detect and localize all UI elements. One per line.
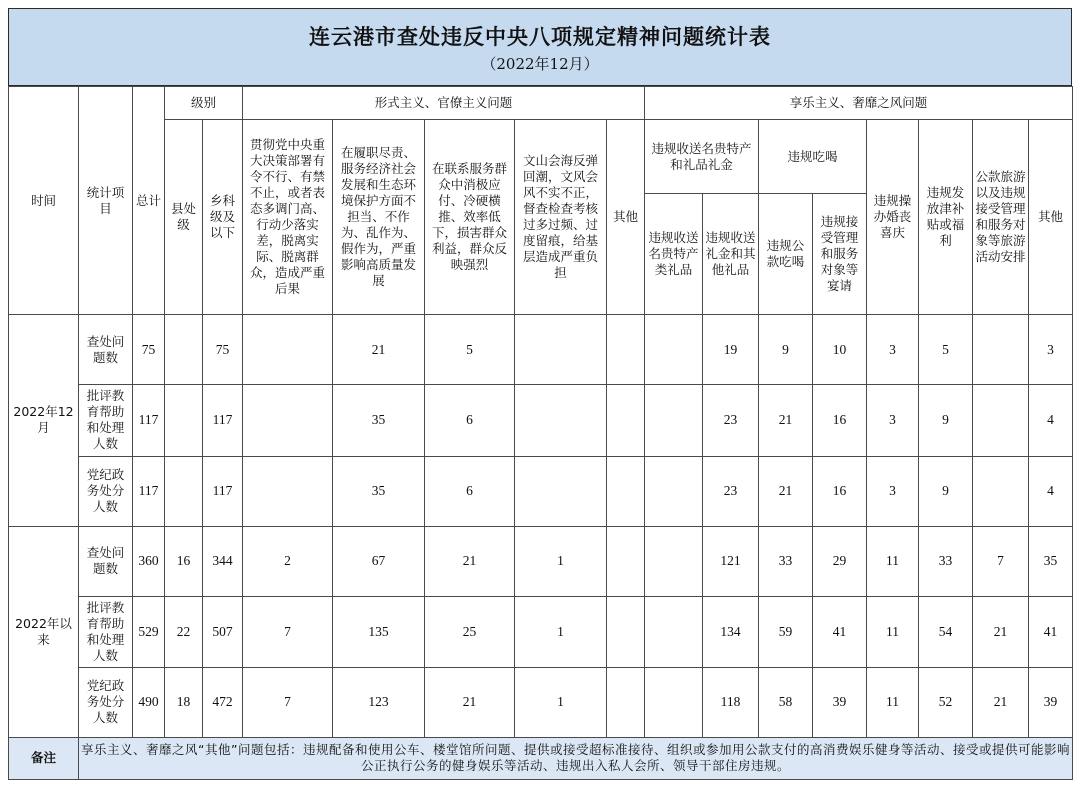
row-item-label: 查处问题数 bbox=[79, 526, 133, 596]
statistics-table bbox=[8, 86, 1073, 780]
cell-f2: 67 bbox=[333, 526, 425, 596]
cell-h1 bbox=[645, 456, 703, 526]
header-h5: 违规操办婚丧喜庆 bbox=[867, 120, 919, 315]
header-h7: 公款旅游以及违规接受管理和服务对象等旅游活动安排 bbox=[973, 120, 1029, 315]
cell-h2: 134 bbox=[703, 596, 759, 667]
cell-h6: 54 bbox=[919, 596, 973, 667]
cell-total: 117 bbox=[133, 456, 165, 526]
header-time: 时间 bbox=[9, 87, 79, 315]
header-formalism: 形式主义、官僚主义问题 bbox=[243, 87, 645, 120]
cell-h3: 9 bbox=[759, 315, 813, 385]
cell-f-other bbox=[607, 596, 645, 667]
header-f4: 文山会海反弹回潮，文风会风不实不正，督查检查考核过多过频、过度留痕，给基层造成严重负担 bbox=[515, 120, 607, 315]
cell-f1: 7 bbox=[243, 667, 333, 737]
cell-h6: 5 bbox=[919, 315, 973, 385]
cell-h-other: 41 bbox=[1029, 596, 1073, 667]
cell-h-other: 4 bbox=[1029, 385, 1073, 456]
row-item-label: 党纪政务处分人数 bbox=[79, 456, 133, 526]
header-f-other: 其他 bbox=[607, 120, 645, 315]
cell-f1 bbox=[243, 315, 333, 385]
cell-h4: 39 bbox=[813, 667, 867, 737]
cell-h1 bbox=[645, 315, 703, 385]
cell-f3: 5 bbox=[425, 315, 515, 385]
page-title: 连云港市查处违反中央八项规定精神问题统计表 bbox=[309, 24, 771, 49]
cell-h-other: 39 bbox=[1029, 667, 1073, 737]
cell-h5: 3 bbox=[867, 315, 919, 385]
cell-h-other: 35 bbox=[1029, 526, 1073, 596]
cell-f3: 6 bbox=[425, 385, 515, 456]
header-f2: 在履职尽责、服务经济社会发展和生态环境保护方面不担当、不作为、乱作为、假作为，严重影响高质量发展 bbox=[333, 120, 425, 315]
cell-h2: 118 bbox=[703, 667, 759, 737]
cell-f3: 25 bbox=[425, 596, 515, 667]
table-row bbox=[9, 667, 1073, 737]
cell-township: 117 bbox=[203, 385, 243, 456]
cell-f2: 35 bbox=[333, 385, 425, 456]
header-county: 县处级 bbox=[165, 120, 203, 315]
cell-h-other: 3 bbox=[1029, 315, 1073, 385]
cell-h6: 9 bbox=[919, 456, 973, 526]
cell-f2: 35 bbox=[333, 456, 425, 526]
header-h1: 违规收送名贵特产类礼品 bbox=[645, 194, 703, 315]
cell-township: 117 bbox=[203, 456, 243, 526]
header-eat-group: 违规吃喝 bbox=[759, 120, 867, 194]
cell-h1 bbox=[645, 667, 703, 737]
cell-f-other bbox=[607, 385, 645, 456]
cell-f4: 1 bbox=[515, 596, 607, 667]
cell-f3: 6 bbox=[425, 456, 515, 526]
cell-township: 507 bbox=[203, 596, 243, 667]
cell-h3: 33 bbox=[759, 526, 813, 596]
cell-total: 360 bbox=[133, 526, 165, 596]
row-item-label: 党纪政务处分人数 bbox=[79, 667, 133, 737]
header-item: 统计项目 bbox=[79, 87, 133, 315]
title-banner bbox=[8, 8, 1072, 86]
period-label: 2022年以来 bbox=[9, 526, 79, 737]
cell-h5: 3 bbox=[867, 385, 919, 456]
header-total: 总计 bbox=[133, 87, 165, 315]
row-item-label: 批评教育帮助和处理人数 bbox=[79, 596, 133, 667]
cell-f2: 135 bbox=[333, 596, 425, 667]
row-item-label: 批评教育帮助和处理人数 bbox=[79, 385, 133, 456]
cell-h7 bbox=[973, 456, 1029, 526]
cell-h5: 11 bbox=[867, 526, 919, 596]
cell-f3: 21 bbox=[425, 667, 515, 737]
cell-h1 bbox=[645, 385, 703, 456]
cell-total: 529 bbox=[133, 596, 165, 667]
header-h4: 违规接受管理和服务对象等宴请 bbox=[813, 194, 867, 315]
cell-h4: 29 bbox=[813, 526, 867, 596]
cell-total: 490 bbox=[133, 667, 165, 737]
cell-h2: 19 bbox=[703, 315, 759, 385]
cell-h7: 7 bbox=[973, 526, 1029, 596]
cell-f-other bbox=[607, 456, 645, 526]
cell-h3: 59 bbox=[759, 596, 813, 667]
cell-h3: 21 bbox=[759, 385, 813, 456]
header-f1: 贯彻党中央重大决策部署有令不行、有禁不止，或者表态多调门高、行动少落实差，脱离实际、脱离群众，造成严重后果 bbox=[243, 120, 333, 315]
cell-township: 75 bbox=[203, 315, 243, 385]
table-row bbox=[9, 315, 1073, 385]
cell-h3: 21 bbox=[759, 456, 813, 526]
cell-h6: 52 bbox=[919, 667, 973, 737]
cell-county bbox=[165, 315, 203, 385]
table-row bbox=[9, 456, 1073, 526]
cell-county: 18 bbox=[165, 667, 203, 737]
header-h3: 违规公款吃喝 bbox=[759, 194, 813, 315]
cell-h7 bbox=[973, 385, 1029, 456]
cell-f4 bbox=[515, 456, 607, 526]
cell-township: 472 bbox=[203, 667, 243, 737]
cell-township: 344 bbox=[203, 526, 243, 596]
page-subtitle: （2022年12月） bbox=[481, 55, 599, 73]
row-item-label: 查处问题数 bbox=[79, 315, 133, 385]
cell-h2: 121 bbox=[703, 526, 759, 596]
cell-h2: 23 bbox=[703, 385, 759, 456]
cell-f1 bbox=[243, 456, 333, 526]
cell-f-other bbox=[607, 667, 645, 737]
cell-total: 117 bbox=[133, 385, 165, 456]
cell-h5: 11 bbox=[867, 667, 919, 737]
header-gift-group: 违规收送名贵特产和礼品礼金 bbox=[645, 120, 759, 194]
table-row bbox=[9, 526, 1073, 596]
cell-county bbox=[165, 385, 203, 456]
cell-f4: 1 bbox=[515, 667, 607, 737]
note-label: 备注 bbox=[9, 737, 79, 779]
cell-f2: 21 bbox=[333, 315, 425, 385]
cell-f-other bbox=[607, 315, 645, 385]
header-h-other: 其他 bbox=[1029, 120, 1073, 315]
cell-county: 16 bbox=[165, 526, 203, 596]
cell-f1: 2 bbox=[243, 526, 333, 596]
cell-h1 bbox=[645, 526, 703, 596]
period-label: 2022年12月 bbox=[9, 315, 79, 526]
cell-h5: 3 bbox=[867, 456, 919, 526]
header-township: 乡科级及以下 bbox=[203, 120, 243, 315]
cell-total: 75 bbox=[133, 315, 165, 385]
table-row bbox=[9, 385, 1073, 456]
cell-h5: 11 bbox=[867, 596, 919, 667]
table-row bbox=[9, 596, 1073, 667]
cell-h1 bbox=[645, 596, 703, 667]
cell-h4: 41 bbox=[813, 596, 867, 667]
cell-f4: 1 bbox=[515, 526, 607, 596]
cell-h7 bbox=[973, 315, 1029, 385]
cell-f3: 21 bbox=[425, 526, 515, 596]
header-h6: 违规发放津补贴或福利 bbox=[919, 120, 973, 315]
cell-f1: 7 bbox=[243, 596, 333, 667]
header-f3: 在联系服务群众中消极应付、冷硬横推、效率低下，损害群众利益，群众反映强烈 bbox=[425, 120, 515, 315]
header-h2: 违规收送礼金和其他礼品 bbox=[703, 194, 759, 315]
cell-h6: 33 bbox=[919, 526, 973, 596]
cell-f-other bbox=[607, 526, 645, 596]
header-level: 级别 bbox=[165, 87, 243, 120]
cell-f4 bbox=[515, 385, 607, 456]
cell-f4 bbox=[515, 315, 607, 385]
cell-h4: 16 bbox=[813, 456, 867, 526]
cell-h7: 21 bbox=[973, 596, 1029, 667]
cell-f1 bbox=[243, 385, 333, 456]
header-hedonism: 享乐主义、奢靡之风问题 bbox=[645, 87, 1073, 120]
cell-h3: 58 bbox=[759, 667, 813, 737]
cell-h2: 23 bbox=[703, 456, 759, 526]
note-text: 享乐主义、奢靡之风“其他”问题包括：违规配备和使用公车、楼堂馆所问题、提供或接受超标准接待、组织或参加用公款支付的高消费娱乐健身等活动、接受或提供可能影响公正执行公务的健身娱乐等活动、违规出入私人会所、领导干部住房违规。 bbox=[79, 737, 1073, 779]
cell-h4: 16 bbox=[813, 385, 867, 456]
cell-h7: 21 bbox=[973, 667, 1029, 737]
cell-h4: 10 bbox=[813, 315, 867, 385]
statistics-sheet bbox=[8, 8, 1072, 780]
cell-h6: 9 bbox=[919, 385, 973, 456]
cell-h-other: 4 bbox=[1029, 456, 1073, 526]
cell-county: 22 bbox=[165, 596, 203, 667]
cell-f2: 123 bbox=[333, 667, 425, 737]
cell-county bbox=[165, 456, 203, 526]
